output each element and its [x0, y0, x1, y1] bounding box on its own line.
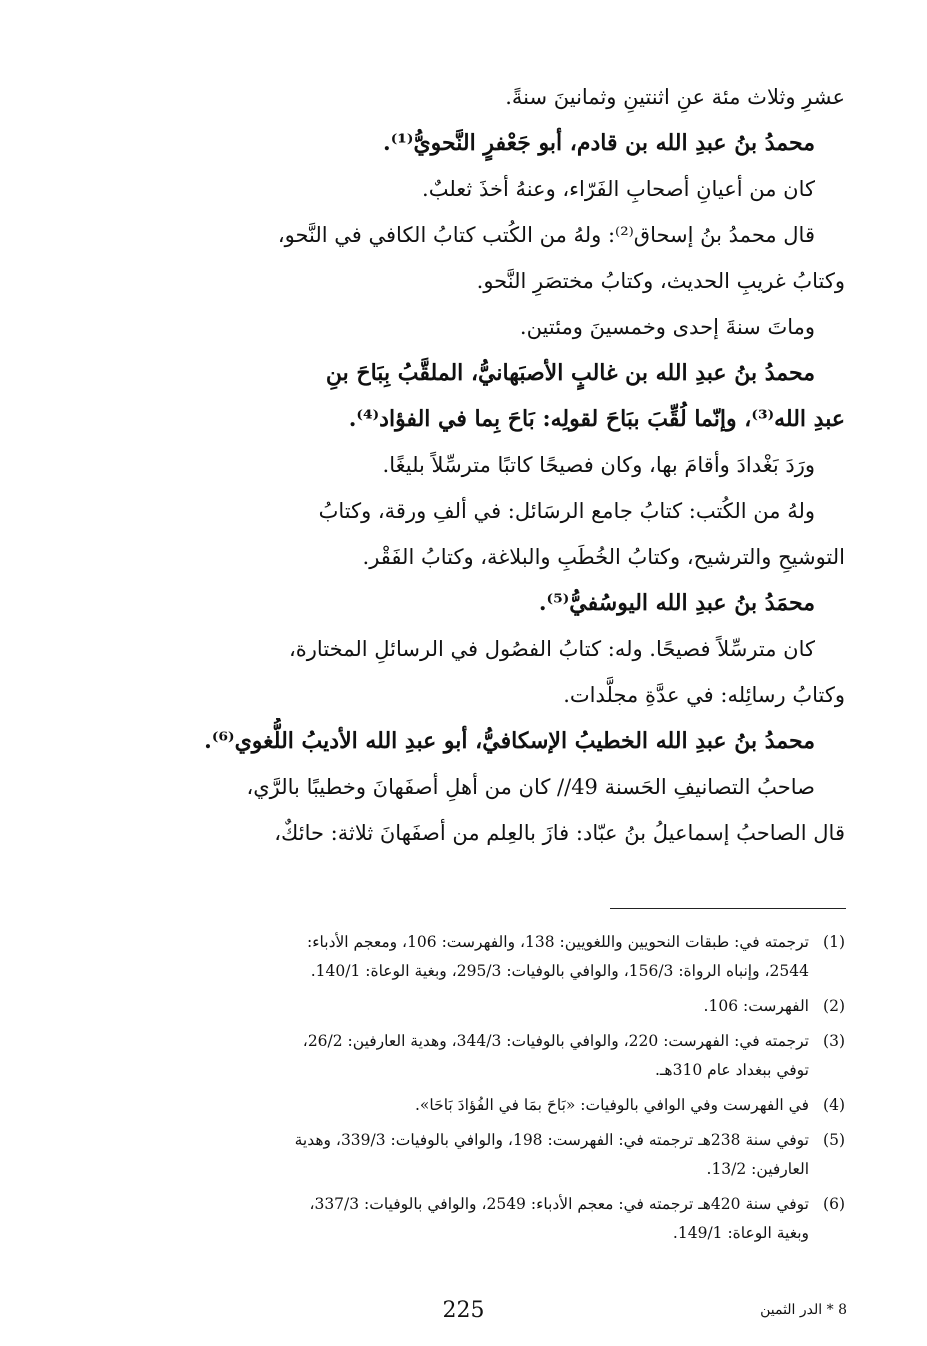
footnote [100, 1190, 845, 1248]
footnote-line: توفي سنة 420هـ ترجمته في: معجم الأدباء: 2549، والوافي بالوفيات: 337/3، [309, 1195, 809, 1213]
entry-heading-line: محمدُ بنُ عبدِ الله بن غالبٍ الأصبَهانيُّ، الملقَّبُ بِبَاحَ بنِ [325, 360, 815, 386]
entry-heading-line: محمدُ بنُ عبدِ الله الخطيبُ الإسكافيُّ، أبو عبدِ الله الأديبُ اللُّغوي⁽⁶⁾. [204, 728, 815, 754]
footnote-number: (3) [823, 1032, 845, 1050]
footnote [100, 1126, 845, 1184]
text-line: عشرِ وثلاث مئة عنِ اثنتينِ وثمانينَ سنةً. [505, 85, 845, 109]
footnote-text [100, 1126, 809, 1184]
footnote-line: في الفهرست وفي الوافي بالوفيات: «بَاحَ بمَا في الفُؤادَ بَاحَا». [414, 1096, 809, 1114]
footnote-text [100, 992, 809, 1021]
footnote [100, 992, 845, 1021]
main-text-block [100, 74, 845, 856]
footnote-line: 2544، وإنباه الرواة: 156/3، والوافي بالوفيات: 295/3، وبغية الوعاة: 140/1. [310, 962, 809, 980]
footnotes-block [100, 928, 845, 1254]
footnote-line: الفهرست: 106. [703, 997, 809, 1015]
entry-heading-line: محمدُ بنُ عبدِ الله بن قادم، أبو جَعْفرٍ النَّحويُّ⁽¹⁾. [383, 130, 815, 156]
footnote-number: (5) [823, 1131, 845, 1149]
footnote-text [100, 1190, 809, 1248]
text-line: صاحبُ التصانيفِ الحَسنة 49// كان من أهلِ أصفَهانَ وخطيبًا بالرَّي، [246, 775, 815, 799]
footnote-number: (4) [823, 1096, 845, 1114]
footnote [100, 1027, 845, 1085]
text-line: وكتابُ غريبِ الحديث، وكتابُ مختصَرِ النَّحو. [476, 269, 845, 293]
footnote-number: (6) [823, 1195, 845, 1213]
footnote [100, 1091, 845, 1120]
text-line: كان من أعيانِ أصحابِ الفَرّاء، وعنهُ أخذَ ثعلبٌ. [422, 177, 815, 201]
footnote-line: وبغية الوعاة: 149/1. [672, 1224, 809, 1242]
footnote-number: (1) [823, 933, 845, 951]
text-line: التوشيحِ والترشيح، وكتابُ الخُطَبِ والبلاغة، وكتابُ الفَقْر. [362, 545, 845, 569]
text-line: ورَدَ بَغْدادَ وأقامَ بها، وكان فصيحًا كاتبًا مترسِّلاً بليغًا. [382, 453, 815, 477]
footnote-line: توفي سنة 238هـ ترجمته في: الفهرست: 198، والوافي بالوفيات: 339/3، وهدية [294, 1131, 809, 1149]
footnote [100, 928, 845, 986]
text-line: وكتابُ رسائِله: في عدَّةِ مجلَّدات. [563, 683, 845, 707]
text-line: قال الصاحبُ إسماعيلُ بنُ عبّاد: فازَ بالعِلم من أصفَهانَ ثلاثة: حائكٌ، [274, 821, 845, 845]
footnote-text [100, 1091, 809, 1120]
footnote-line: العارفين: 13/2. [706, 1160, 809, 1178]
entry-heading-line: عبدِ الله⁽³⁾، وإنّما لُقِّبَ ببَاحَ لقولِه: بَاحَ بِما في الفؤاد⁽⁴⁾. [348, 406, 845, 432]
footnote-text [100, 928, 809, 986]
entry-heading-line: محمَدُ بنُ عبدِ الله اليوسُفيُّ⁽⁵⁾. [538, 590, 815, 616]
footnote-line: توفي ببغداد عام 310هـ. [654, 1061, 809, 1079]
footnote-line: ترجمته في: طبقات النحويين واللغويين: 138، والفهرست: 106، ومعجم الأدباء: [307, 933, 809, 951]
text-line: قال محمدُ بنُ إسحاق⁽²⁾: ولهُ من الكُتب كتابُ الكافي في النَّحو، [277, 223, 815, 247]
footnote-number: (2) [823, 997, 845, 1015]
text-line: ولهُ من الكُتب: كتابُ جامع الرسَائل: في ألفِ ورقة، وكتابُ [318, 499, 815, 523]
text-line: وماتَ سنةَ إحدى وخمسينَ ومئتين. [519, 315, 815, 339]
footnote-text [100, 1027, 809, 1085]
signature-mark: 8 * الدر الثمين [760, 1302, 847, 1318]
footnote-line: ترجمته في: الفهرست: 220، والوافي بالوفيات: 344/3، وهدية العارفين: 26/2، [302, 1032, 809, 1050]
footnote-separator [610, 908, 846, 909]
page-number: 225 [442, 1298, 485, 1323]
text-line: كان مترسِّلاً فصيحًا. وله: كتابُ الفصُول في الرسائلِ المختارة، [289, 637, 815, 661]
